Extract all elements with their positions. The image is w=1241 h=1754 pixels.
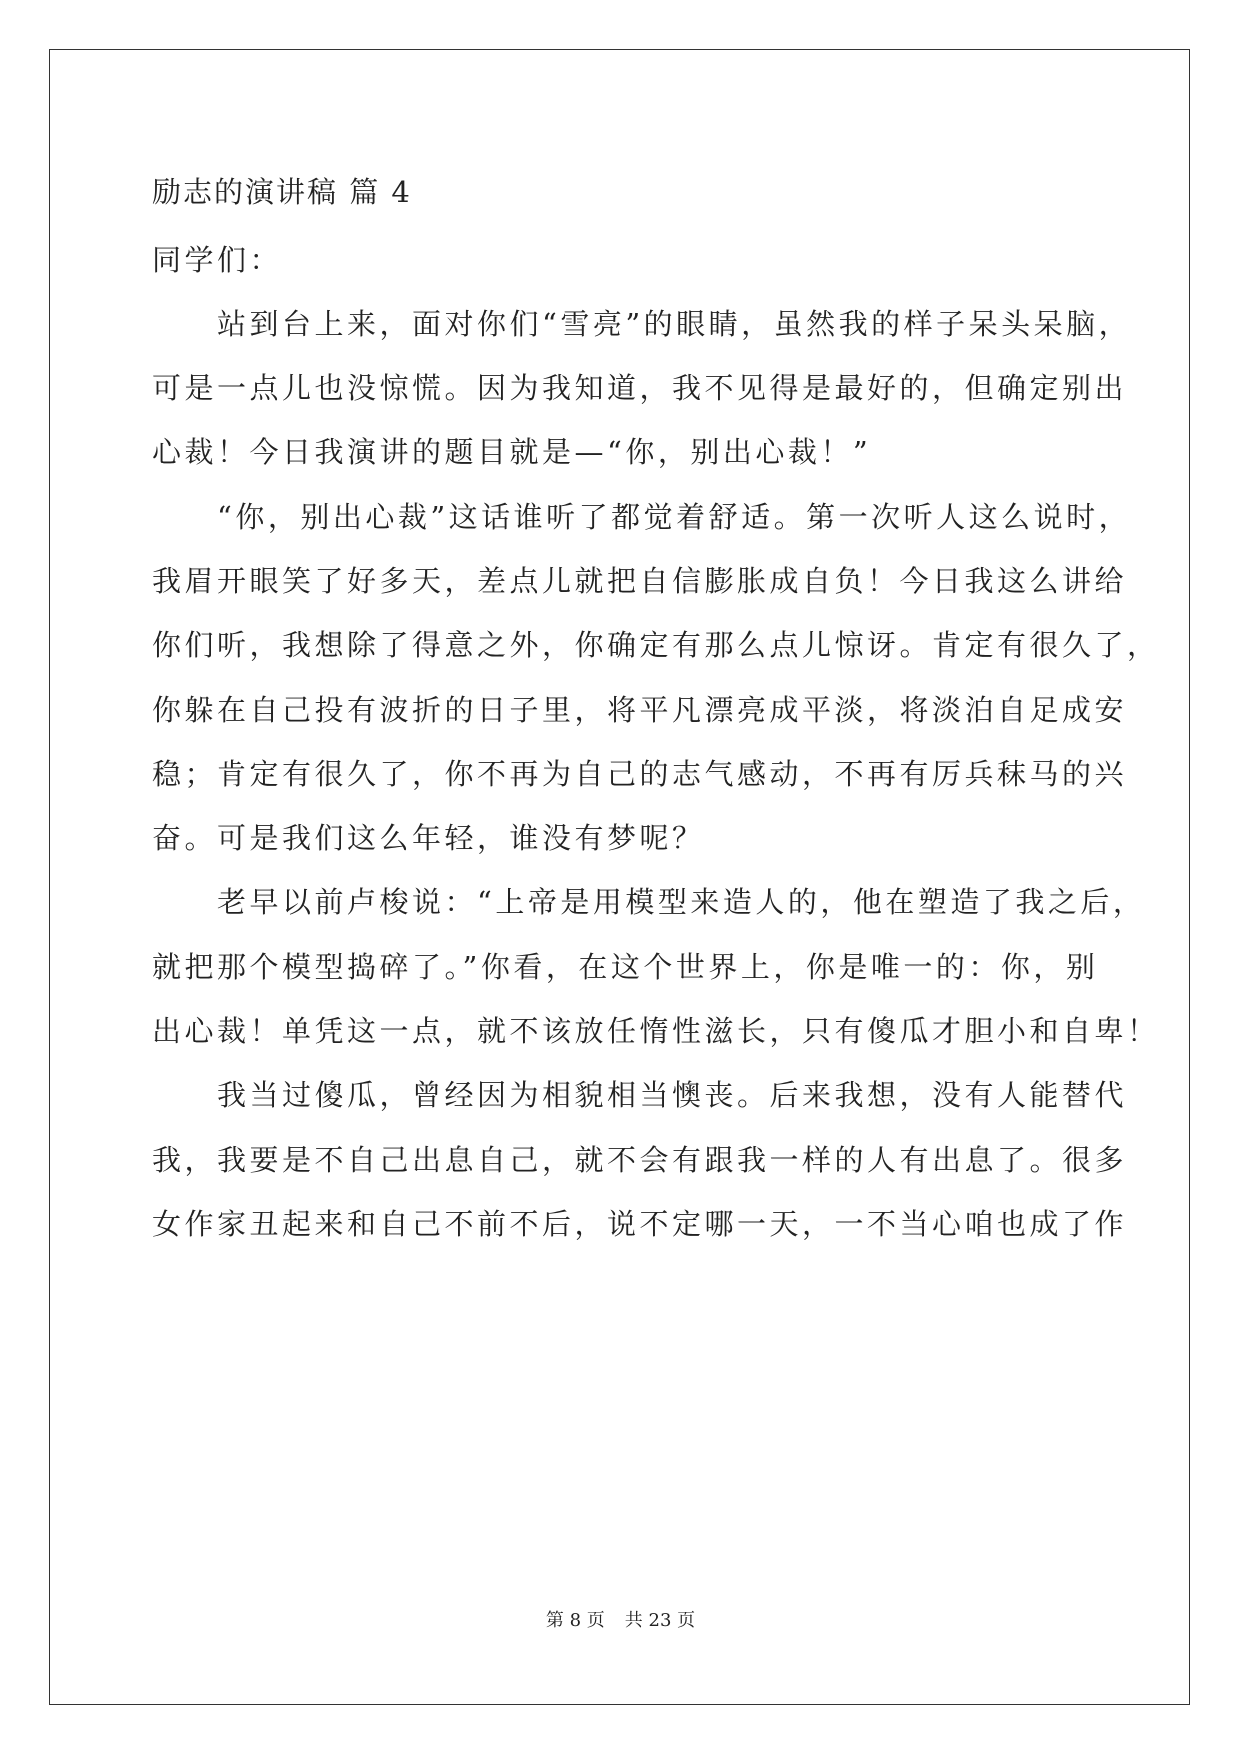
body-line: 奋。可是我们这么年轻，谁没有梦呢？ [152,821,705,855]
body-line: 心裁！今日我演讲的题目就是—“你，别出心裁！” [152,435,872,469]
page-total: 共 23 页 [624,1610,696,1631]
body-line: 你躲在自己投有波折的日子里，将平凡漂亮成平淡，将淡泊自足成安 [152,693,1128,727]
body-line: 可是一点儿也没惊慌。因为我知道，我不见得是最好的，但确定别出 [152,371,1128,405]
body-line: 稳；肯定有很久了，你不再为自己的志气感动，不再有厉兵秣马的兴 [152,757,1128,791]
body-line: 出心裁！单凭这一点，就不该放任惰性滋长，只有傻瓜才胆小和自卑！ [152,1014,1160,1048]
document-heading: 励志的演讲稿 篇 4 [152,175,412,209]
body-line: 我，我要是不自己出息自己，就不会有跟我一样的人有出息了。很多 [152,1143,1128,1177]
body-line: 我当过傻瓜，曾经因为相貌相当懊丧。后来我想，没有人能替代 [152,1078,1128,1112]
page-number: 第 8 页 [545,1610,605,1631]
salutation-line: 同学们： [152,243,283,277]
body-line: 老早以前卢梭说：“上帝是用模型来造人的，他在塑造了我之后， [152,885,1146,919]
body-line: 就把那个模型捣碎了。”你看，在这个世界上，你是唯一的：你，别 [152,950,1099,984]
body-line: 站到台上来，面对你们“雪亮”的眼睛，虽然我的样子呆头呆脑， [152,307,1132,341]
body-line: 我眉开眼笑了好多天，差点儿就把自信膨胀成自负！今日我这么讲给 [152,564,1128,598]
page-border [49,49,1190,1705]
body-line: 女作家丑起来和自己不前不后，说不定哪一天，一不当心咱也成了作 [152,1207,1128,1241]
page-footer [0,1606,1241,1632]
body-line: 你们听，我想除了得意之外，你确定有那么点儿惊讶。肯定有很久了， [152,628,1160,662]
body-line: “你，别出心裁”这话谁听了都觉着舒适。第一次听人这么说时， [152,500,1132,534]
